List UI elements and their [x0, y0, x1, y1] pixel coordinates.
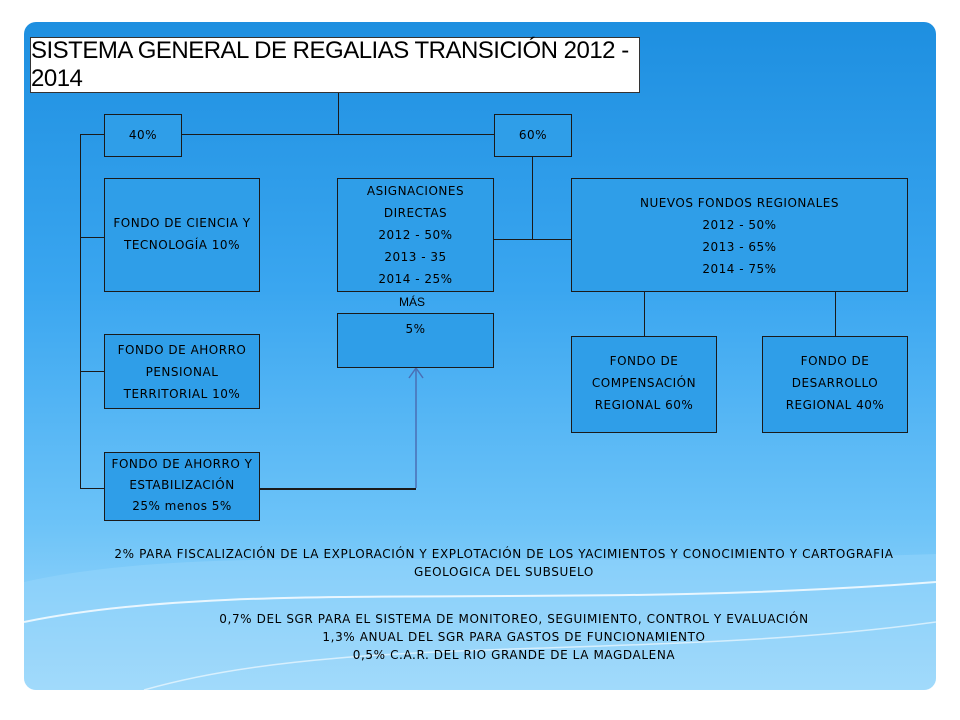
- fondo-pensional-line-2: PENSIONAL: [145, 365, 219, 379]
- connector-top-split: [182, 134, 494, 135]
- compensacion-line-2: COMPENSACIÓN: [591, 376, 697, 390]
- pct-40-box: [104, 114, 182, 157]
- connector-nuevos-compensacion: [644, 292, 645, 336]
- asignaciones-line-3: 2012 - 50%: [378, 228, 453, 242]
- connector-nuevos-desarrollo: [835, 292, 836, 336]
- desarrollo-line-3: REGIONAL 40%: [785, 398, 885, 412]
- fondo-pensional-box: [104, 334, 260, 409]
- diagram-title: [30, 37, 640, 93]
- cinco-pct-box: [337, 313, 494, 368]
- asignaciones-line-1: ASIGNACIONES: [366, 184, 465, 198]
- asignaciones-line-5: 2014 - 25%: [378, 272, 453, 286]
- asignaciones-line-2: DIRECTAS: [383, 206, 448, 220]
- fondo-estabilizacion-line-1: FONDO DE AHORRO Y: [111, 457, 253, 471]
- pct-40-label: 40%: [128, 128, 158, 142]
- connector-estabilizacion: [80, 488, 104, 489]
- desarrollo-line-1: FONDO DE: [800, 354, 870, 368]
- arrow-to-5pct: [404, 364, 428, 490]
- nuevos-fondos-line-3: 2013 - 65%: [702, 240, 777, 254]
- connector-estabilizacion-right: [259, 488, 416, 490]
- cinco-pct-label: 5%: [405, 322, 426, 336]
- nuevos-fondos-box: [571, 178, 908, 292]
- footer-fiscalizacion-line-1: 2% PARA FISCALIZACIÓN DE LA EXPLORACIÓN Y EXPLOTACIÓN DE LOS YACIMIENTOS Y CONOCIMIENTO Y CARTOGRAFIA: [114, 547, 894, 561]
- fondo-estabilizacion-line-3: 25% menos 5%: [132, 499, 232, 513]
- fondo-pensional-line-3: TERRITORIAL 10%: [123, 387, 241, 401]
- connector-title-down: [338, 93, 339, 134]
- compensacion-line-1: FONDO DE: [609, 354, 679, 368]
- connector-pensional: [80, 371, 104, 372]
- nuevos-fondos-line-1: NUEVOS FONDOS REGIONALES: [640, 196, 839, 210]
- compensacion-line-3: REGIONAL 60%: [594, 398, 694, 412]
- fondo-estabilizacion-box: [104, 452, 260, 521]
- fondo-ciencia-line-2: TECNOLOGÍA 10%: [124, 238, 240, 252]
- connector-40-left: [80, 134, 104, 135]
- connector-asig-nuevos: [494, 239, 571, 240]
- footer-monitoreo: 0,7% DEL SGR PARA EL SISTEMA DE MONITOREO, SEGUIMIENTO, CONTROL Y EVALUACIÓN: [219, 612, 809, 626]
- connector-60-down: [532, 156, 533, 239]
- desarrollo-line-2: DESARROLLO: [791, 376, 879, 390]
- compensacion-box: [571, 336, 717, 433]
- mas-label: MÁS: [399, 295, 426, 309]
- footer-fiscalizacion-line-2: GEOLOGICA DEL SUBSUELO: [414, 565, 594, 579]
- footer-fiscalizacion: [64, 545, 936, 581]
- fondo-ciencia-box: [104, 178, 260, 292]
- fondo-estabilizacion-line-2: ESTABILIZACIÓN: [129, 478, 235, 492]
- fondo-ciencia-line-1: FONDO DE CIENCIA Y: [113, 216, 251, 230]
- connector-ciencia: [80, 237, 104, 238]
- desarrollo-box: [762, 336, 908, 433]
- fondo-pensional-line-1: FONDO DE AHORRO: [117, 343, 247, 357]
- pct-60-label: 60%: [518, 128, 548, 142]
- slide-background: [24, 22, 936, 690]
- footer-funcionamiento: 1,3% ANUAL DEL SGR PARA GASTOS DE FUNCIONAMIENTO: [322, 630, 706, 644]
- nuevos-fondos-line-2: 2012 - 50%: [702, 218, 777, 232]
- asignaciones-box: [337, 178, 494, 292]
- connector-left-trunk: [80, 134, 81, 488]
- nuevos-fondos-line-4: 2014 - 75%: [702, 262, 777, 276]
- diagram-title-text: SISTEMA GENERAL DE REGALIAS TRANSICIÓN 2012 - 2014: [31, 37, 629, 92]
- asignaciones-line-4: 2013 - 35: [384, 250, 447, 264]
- pct-60-box: [494, 114, 572, 157]
- footer-magdalena: 0,5% C.A.R. DEL RIO GRANDE DE LA MAGDALENA: [352, 648, 676, 662]
- footer-sgr-notes: [84, 610, 936, 664]
